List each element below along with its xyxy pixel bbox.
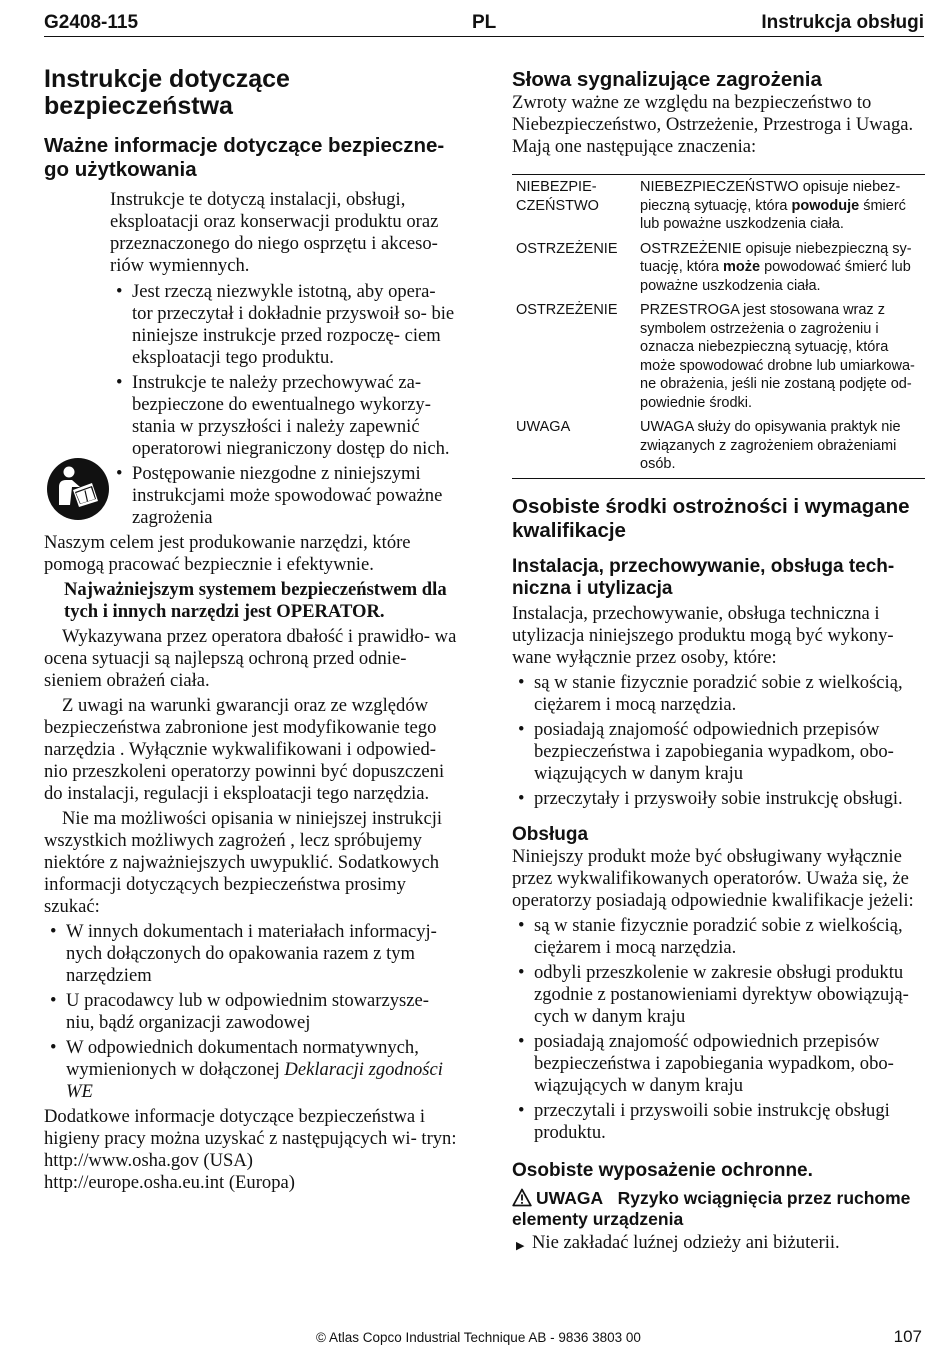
list-item: • posiadają znajomość odpowiednich przepisów bezpieczeństwa i zapobiegania wypadkom, obo- wiązujących w danym kraju xyxy=(512,719,925,785)
installation-title: Instalacja, przechowywanie, obsługa tech- niczna i utylizacja xyxy=(512,555,895,599)
list-item: • posiadają znajomość odpowiednich przepisów bezpieczeństwa i zapobiegania wypadkom, obo- wiązujących w danym kraju xyxy=(512,1031,925,1097)
warning-triangle-icon xyxy=(512,1188,532,1207)
intro-list xyxy=(110,281,459,529)
installation-list xyxy=(512,672,925,810)
sources-list xyxy=(44,921,459,1103)
signal-table xyxy=(512,174,925,479)
list-item: • W odpowiednich dokumentach normatywnych, wymienionych w dołączonej Deklaracji zgodności WE xyxy=(44,1037,459,1103)
operation-paragraph: Niniejszy produkt może być obsługiwany wyłącznie przez wykwalifikowanych operatorów. Uważa się, że operatorzy posiadają odpowiednie kwalifikacje jeżeli: xyxy=(512,845,914,911)
left-column xyxy=(44,66,459,1194)
signal-words-title: Słowa sygnalizujące zagrożenia xyxy=(512,68,822,91)
list-item: • są w stanie fizycznie poradzić sobie z wielkością, ciężarem i mocą narzędzia. xyxy=(512,672,925,716)
list-item: • U pracodawcy lub w odpowiednim stowarzysze- niu, bądź organizacji zawodowej xyxy=(44,990,459,1034)
paragraph: Nie ma możliwości opisania w niniejszej instrukcji wszystkich możliwych zagrożeń , lecz spróbujemy niektóre z najważniejszych uwypuklić. Sodatkowych informacji dotyczących bezpieczeństwa prosimy szukać: xyxy=(44,808,443,917)
subsection-title: Ważne informacje dotyczące bezpieczne- go użytkowania xyxy=(44,134,445,181)
paragraph: Z uwagi na warunki gwarancji oraz ze względów bezpieczeństwa zabronione jest modyfikowanie tego narzędzia . Wyłącznie wykwalifikowani i odpowied- nio przeszkoleni operatorzy powinni być dopuszczeni do instalacji, regulacji i eksploatacji tego narzędzia. xyxy=(44,695,445,804)
paragraph: Wykazywana przez operatora dbałość i prawidło- wa ocena sytuacji są najlepszą ochroną przed odnie- sieniem obrażeń ciała. xyxy=(44,626,457,691)
link-osha-europe[interactable]: http://europe.osha.eu.int (Europa) xyxy=(44,1172,295,1193)
language-code: PL xyxy=(472,12,497,33)
bold-statement: Najważniejszym systemem bezpieczeństwem dla tych i innych narzędzi jest OPERATOR. xyxy=(64,579,447,622)
list-item: • przeczytali i przyswoili sobie instrukcję obsługi produktu. xyxy=(512,1100,925,1144)
warning-text: Ryzyko wciągnięcia przez ruchome elementy urządzenia xyxy=(512,1187,911,1229)
section-title: Instrukcje dotyczące bezpieczeństwa xyxy=(44,65,290,120)
doc-id: G2408-115 xyxy=(44,12,139,33)
list-item: • przeczytały i przyswoiły sobie instrukcję obsługi. xyxy=(512,788,925,810)
read-manual-icon xyxy=(46,457,110,521)
table-row: OSTRZEŻENIE OSTRZEŻENIE opisuje niebezpieczną sy- tuację, która może powodować śmierć lub poważne uszkodzenia ciała. xyxy=(516,240,912,294)
installation-paragraph: Instalacja, przechowywanie, obsługa techniczna i utylizacja niniejszego produktu mogą być wykony- wane wyłącznie przez osoby, które: xyxy=(512,602,894,668)
paragraph: Dodatkowe informacje dotyczące bezpieczeństwa i higieny pracy można uzyskać z następujących wi- tryn: xyxy=(44,1106,457,1149)
page-header xyxy=(44,10,924,37)
operation-list xyxy=(512,915,925,1144)
footer-copyright: © Atlas Copco Industrial Technique AB - 9836 3803 00 xyxy=(316,1330,641,1345)
table-row: NIEBEZPIE- CZEŃSTWO NIEBEZPIECZEŃSTWO opisuje niebez- pieczną sytuację, która powoduje śmierć lub poważne uszkodzenia ciała. xyxy=(516,179,906,232)
warning-instruction: ▶ Nie zakładać luźnej odzieży ani biżuterii. xyxy=(512,1232,925,1254)
warning-label: UWAGA xyxy=(536,1187,604,1208)
doc-title: Instrukcja obsługi xyxy=(761,12,924,33)
list-item: • Postępowanie niezgodne z niniejszymi instrukcjami może spowodować poważne zagrożenia xyxy=(110,463,459,529)
page-number: 107 xyxy=(893,1327,922,1346)
signal-intro: Zwroty ważne ze względu na bezpieczeństwo to Niebezpieczeństwo, Ostrzeżenie, Przestroga i Uwaga. Mają one następujące znaczenia: xyxy=(512,92,914,157)
paragraph: Naszym celem jest produkowanie narzędzi, które pomogą pracować bezpiecznie i efektywnie. xyxy=(44,532,411,575)
intro-block xyxy=(44,189,459,529)
ppe-title: Osobiste wyposażenie ochronne. xyxy=(512,1159,813,1181)
list-item: • odbyli przeszkolenie w zakresie obsługi produktu zgodnie z postanowieniami dyrektyw obowiązują- cych w danym kraju xyxy=(512,962,925,1028)
list-item: • są w stanie fizycznie poradzić sobie z wielkością, ciężarem i mocą narzędzia. xyxy=(512,915,925,959)
right-column xyxy=(512,68,925,1254)
list-item: • Instrukcje te należy przechowywać za- bezpieczone do ewentualnego wykorzy- stania w przyszłości i należy zapewnić operatorowi niegraniczony dostęp do nich. xyxy=(110,372,459,460)
link-osha-usa[interactable]: http://www.osha.gov (USA) xyxy=(44,1150,253,1171)
table-row: OSTRZEŻENIE PRZESTROGA jest stosowana wraz z symbolem ostrzeżenia o zagrożeniu i oznacza niebezpieczną sytuację, która może spowodować drobne lub umiarkowa- ne obrażenia, jeśli nie zostaną podjęte od- powiednie środki. xyxy=(516,302,915,411)
operation-title: Obsługa xyxy=(512,823,589,845)
personal-precautions-title: Osobiste środki ostrożności i wymagane kwalifikacje xyxy=(512,494,910,542)
warning-notice xyxy=(512,1188,925,1230)
list-item: • W innych dokumentach i materiałach informacyj- nych dołączonych do opakowania razem z tym narzędziem xyxy=(44,921,459,987)
table-row: UWAGA UWAGA służy do opisywania praktyk nie związanych z zagrożeniem obrażeniami osób. xyxy=(516,419,901,472)
intro-paragraph: Instrukcje te dotyczą instalacji, obsługi, eksploatacji oraz konserwacji produktu oraz przeznaczonego do niego osprzętu i akceso- riów wymiennych. xyxy=(110,189,439,276)
list-item: • Jest rzeczą niezwykle istotną, aby opera- tor przeczytał i dokładnie przyswoił so- bie niniejsze instrukcje przed rozpoczę- ciem eksploatacji tego produktu. xyxy=(110,281,459,369)
